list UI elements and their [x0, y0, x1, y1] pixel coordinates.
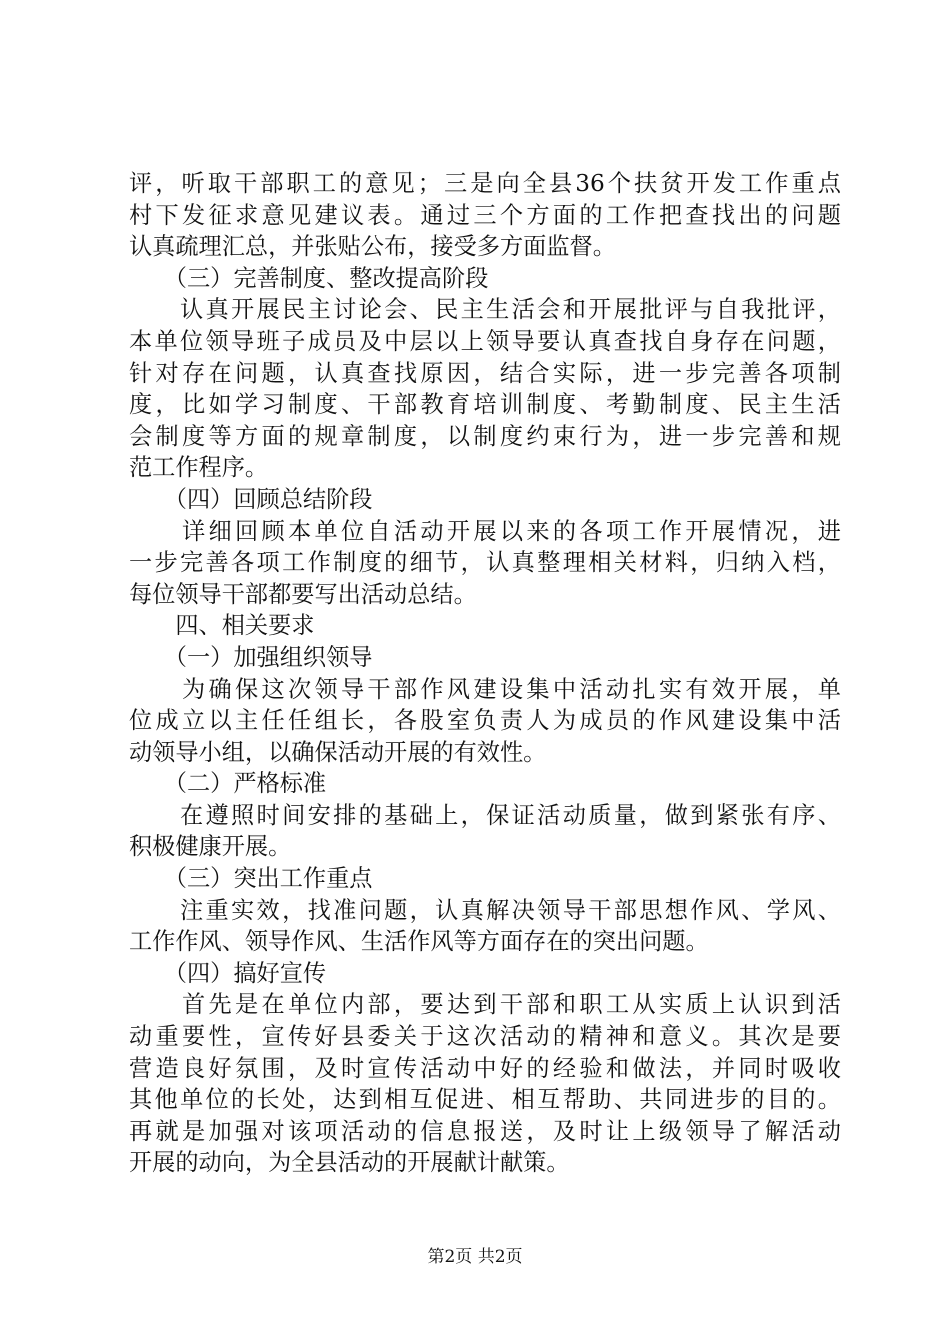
text-line: 会制度等方面的规章制度，以制度约束行为，进一步完善和规: [129, 422, 841, 450]
text-line: 认真疏理汇总，并张贴公布，接受多方面监督。: [129, 233, 616, 261]
text-line: 其他单位的长处，达到相互促进、相互帮助、共同进步的目的。: [129, 1086, 841, 1114]
section-heading: （一）加强组织领导: [129, 643, 373, 671]
text-line: 再就是加强对该项活动的信息报送，及时让上级领导了解活动: [129, 1117, 841, 1145]
text-line: 针对存在问题，认真查找原因，结合实际，进一步完善各项制: [129, 359, 841, 387]
text-line: 认真开展民主讨论会、民主生活会和开展批评与自我批评，: [129, 296, 841, 324]
section-heading: （四）搞好宣传: [129, 959, 327, 987]
text-line: 为确保这次领导干部作风建设集中活动扎实有效开展，单: [129, 675, 841, 703]
text-line: 位成立以主任任组长，各股室负责人为成员的作风建设集中活: [129, 707, 841, 735]
text-line: 每位领导干部都要写出活动总结。: [129, 580, 477, 608]
section-heading: （二）严格标准: [129, 770, 327, 798]
section-heading: 四、相关要求: [129, 612, 315, 640]
section-heading: （三）完善制度、整改提高阶段: [129, 264, 489, 292]
text-line: 积极健康开展。: [129, 833, 292, 861]
text-line: 在遵照时间安排的基础上，保证活动质量，做到紧张有序、: [129, 801, 841, 829]
text-line: 一步完善各项工作制度的细节，认真整理相关材料，归纳入档，: [129, 549, 841, 577]
text-line: 首先是在单位内部，要达到干部和职工从实质上认识到活: [129, 991, 841, 1019]
text-line: 注重实效，找准问题，认真解决领导干部思想作风、学风、: [129, 896, 841, 924]
text-line: 本单位领导班子成员及中层以上领导要认真查找自身存在问题，: [129, 327, 841, 355]
text-line: 度，比如学习制度、干部教育培训制度、考勤制度、民主生活: [129, 391, 841, 419]
text-line: 动领导小组，以确保活动开展的有效性。: [129, 738, 547, 766]
text-line: 范工作程序。: [129, 454, 269, 482]
text-line: 详细回顾本单位自活动开展以来的各项工作开展情况，进: [129, 517, 841, 545]
page-number-footer: 第2页 共2页: [427, 1247, 523, 1267]
document-body: [129, 168, 841, 1179]
section-heading: （三）突出工作重点: [129, 865, 373, 893]
text-line: 开展的动向，为全县活动的开展献计献策。: [129, 1149, 570, 1177]
text-line: 动重要性，宣传好县委关于这次活动的精神和意义。其次是要: [129, 1023, 841, 1051]
section-heading: （四）回顾总结阶段: [129, 485, 373, 513]
text-line: 工作作风、领导作风、生活作风等方面存在的突出问题。: [129, 928, 709, 956]
text-line: 村下发征求意见建议表。通过三个方面的工作把查找出的问题: [129, 201, 841, 229]
text-line: 营造良好氛围，及时宣传活动中好的经验和做法，并同时吸收: [129, 1054, 841, 1082]
text-line: 评，听取干部职工的意见；三是向全县36个扶贫开发工作重点: [129, 170, 841, 197]
